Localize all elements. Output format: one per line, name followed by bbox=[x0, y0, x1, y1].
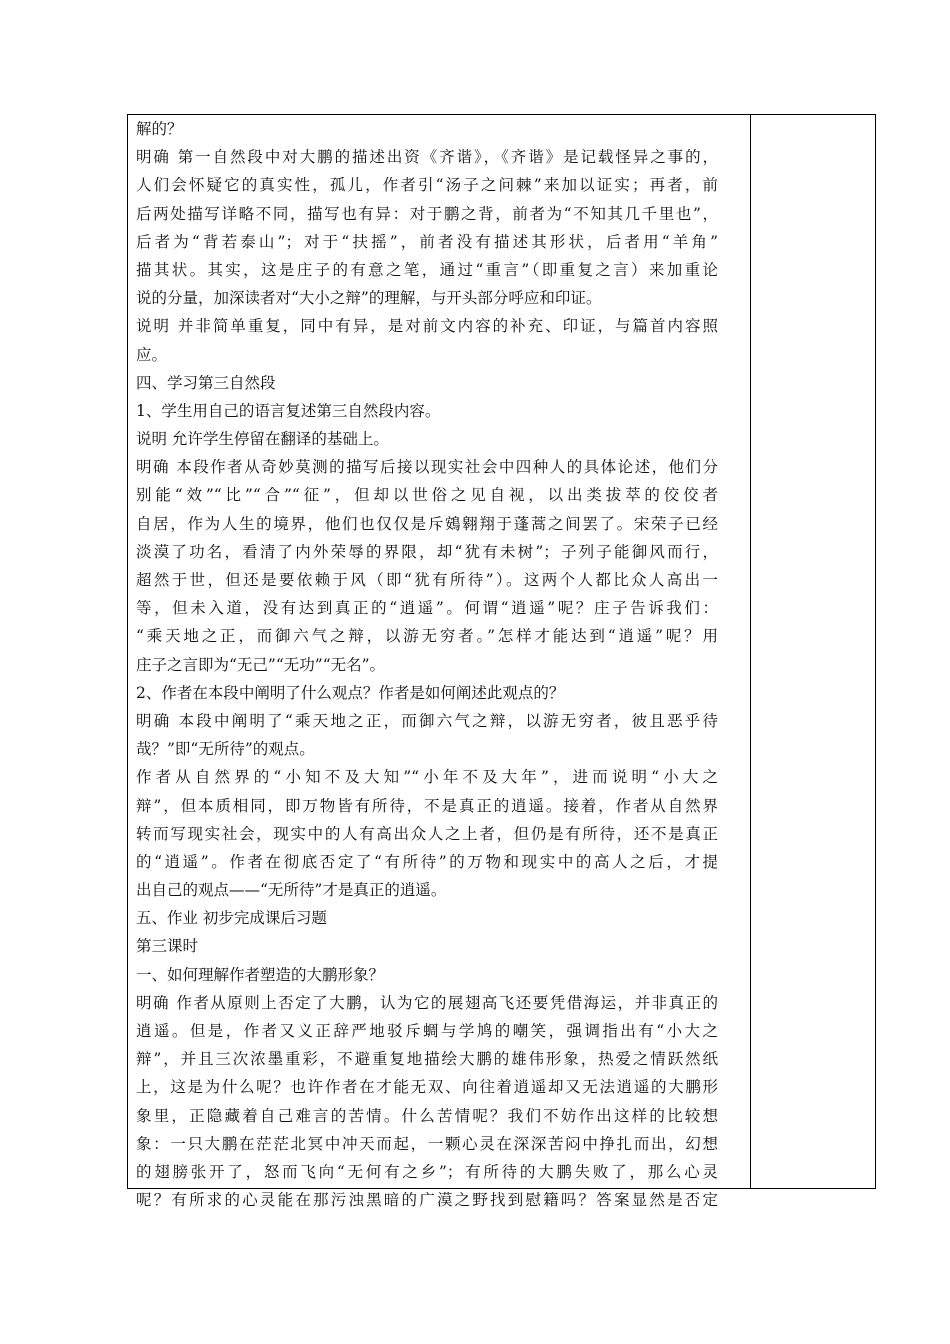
text-line: 第三课时 bbox=[136, 937, 199, 956]
text-line: 的翅膀张开了，怒而飞向“无何有之乡”；有所待的大鹏失败了，那么心灵 bbox=[136, 1162, 718, 1181]
text-line: 象：一只大鹏在茫茫北冥中冲天而起，一颗心灵在深深苦闷中挣扎而出，幻想 bbox=[136, 1134, 718, 1153]
text-line: 五、作业 初步完成课后习题 bbox=[136, 909, 327, 928]
notes-cell bbox=[751, 115, 875, 1188]
text-line: 人们会怀疑它的真实性，孤儿，作者引“汤子之问棘”来加以证实；再者，前 bbox=[136, 176, 718, 195]
text-line: 应。 bbox=[136, 345, 168, 364]
text-line: 一、如何理解作者塑造的大鹏形象？ bbox=[136, 965, 385, 984]
text-line: 等，但未入道，没有达到真正的“逍遥”。何谓“逍遥”呢？庄子告诉我们： bbox=[136, 599, 718, 618]
text-line: 明确 第一自然段中对大鹏的描述出资《齐谐》，《齐谐》是记载怪异之事的， bbox=[136, 148, 718, 167]
text-line: 象里，正隐藏着自己难言的苦情。什么苦情呢？我们不妨作出这样的比较想 bbox=[136, 1106, 718, 1125]
text-line: 逍遥。但是，作者又义正辞严地驳斥蜩与学鸠的嘲笑，强调指出有“小大之 bbox=[136, 1022, 718, 1040]
text-line: 明确 作者从原则上否定了大鹏，认为它的展翅高飞还要凭借海运，并非真正的 bbox=[136, 993, 718, 1012]
text-line: 作者从自然界的“小知不及大知”“小年不及大年”，进而说明“小大之 bbox=[136, 768, 718, 787]
text-line: 出自己的观点——“无所待”才是真正的逍遥。 bbox=[136, 881, 447, 900]
text-line: 自居，作为人生的境界，他们也仅仅是斥鴳翱翔于蓬蒿之间罢了。宋荣子已经 bbox=[136, 514, 718, 533]
text-line: 辩”，并且三次浓墨重彩，不避重复地描绘大鹏的雄伟形象，热爱之情跃然纸 bbox=[136, 1050, 718, 1069]
text-line: 1、学生用自己的语言复述第三自然段内容。 bbox=[136, 401, 441, 420]
text-line: 明确 本段作者从奇妙莫测的描写后接以现实社会中四种人的具体论述，他们分 bbox=[136, 458, 718, 477]
text-line: 说的分量，加深读者对“大小之辩”的理解，与开头部分呼应和印证。 bbox=[136, 289, 602, 308]
document-table bbox=[127, 114, 876, 1210]
text-line: 四、学习第三自然段 bbox=[136, 373, 276, 392]
text-line: 的“逍遥”。作者在彻底否定了“有所待”的万物和现实中的高人之后，才提 bbox=[136, 852, 718, 871]
text-line: 后者为“背若泰山”；对于“扶摇”，前者没有描述其形状，后者用“羊角” bbox=[136, 232, 718, 251]
text-line: 呢？有所求的心灵能在那污浊黑暗的广漠之野找到慰籍吗？答案显然是否定 bbox=[136, 1191, 718, 1210]
text-line: 2、作者在本段中阐明了什么观点？作者是如何阐述此观点的？ bbox=[136, 683, 565, 702]
text-line: 转而写现实社会，现实中的人有高出众人之上者，但仍是有所待，还不是真正 bbox=[136, 824, 718, 843]
text-line: 哉？”即“无所待”的观点。 bbox=[136, 740, 315, 759]
content-cell bbox=[136, 115, 718, 1214]
text-line: 辩”，但本质相同，即万物皆有所待，不是真正的逍遥。接着，作者从自然界 bbox=[136, 796, 718, 815]
text-line: 超然于世，但还是要依赖于风（即“犹有所待”）。这两个人都比众人高出一 bbox=[136, 571, 718, 589]
text-line: 说明 允许学生停留在翻译的基础上。 bbox=[136, 430, 389, 449]
text-line: 上，这是为什么呢？也许作者在才能无双、向往着逍遥却又无法逍遥的大鹏形 bbox=[136, 1078, 718, 1097]
text-line: 后两处描写详略不同，描写也有异：对于鹏之背，前者为“不知其几千里也”， bbox=[136, 204, 718, 223]
text-line: 别能“效”“比”“合”“征”，但却以世俗之见自视，以出类拔萃的佼佼者 bbox=[136, 486, 718, 505]
text-line: 解的？ bbox=[136, 120, 183, 138]
text-line: 庄子之言即为“无己”“无功”“无名”。 bbox=[136, 655, 386, 674]
text-line: 明确 本段中阐明了“乘天地之正，而御六气之辩，以游无穷者，彼且恶乎待 bbox=[136, 711, 718, 730]
text-line: 淡漠了功名，看清了内外荣辱的界限，却“犹有未树”；子列子能御风而行， bbox=[136, 542, 718, 561]
text-line: 描其状。其实，这是庄子的有意之笔，通过“重言”（即重复之言）来加重论 bbox=[136, 260, 718, 279]
text-line: “乘天地之正，而御六气之辩，以游无穷者。”怎样才能达到“逍遥”呢？用 bbox=[136, 627, 718, 646]
text-line: 说明 并非简单重复，同中有异，是对前文内容的补充、印证，与篇首内容照 bbox=[136, 317, 718, 336]
